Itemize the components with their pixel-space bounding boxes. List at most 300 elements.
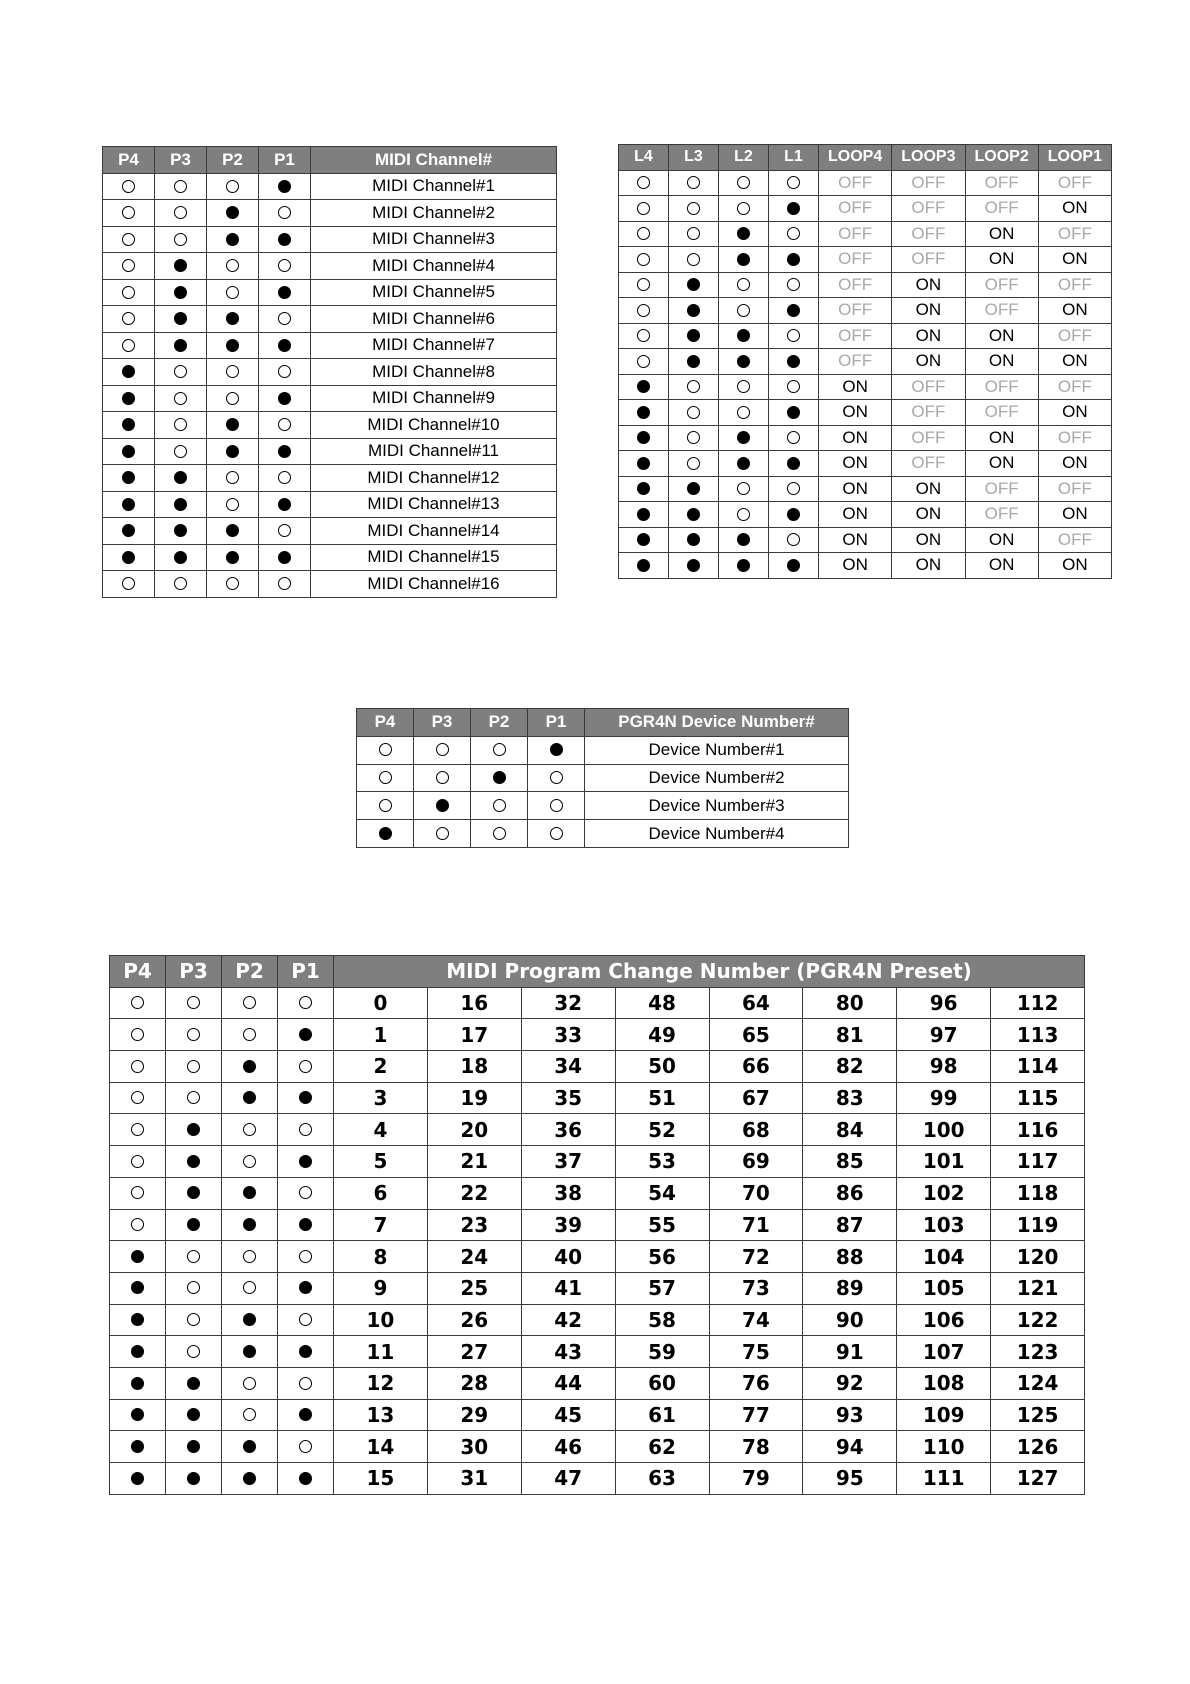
switch-cell bbox=[278, 1051, 334, 1083]
program-number-cell: 87 bbox=[803, 1209, 897, 1241]
loop-state-cell: OFF bbox=[1038, 170, 1111, 196]
switch-cell bbox=[259, 200, 311, 227]
loop-state-cell: ON bbox=[819, 476, 892, 502]
switch-cell bbox=[207, 438, 259, 465]
switch-cell bbox=[103, 253, 155, 280]
switch-off-dot bbox=[299, 996, 312, 1009]
switch-off-dot bbox=[174, 445, 187, 458]
loop-state-cell: ON bbox=[965, 323, 1038, 349]
switch-cell bbox=[619, 349, 669, 375]
switch-cell bbox=[222, 1051, 278, 1083]
switch-cell bbox=[222, 1241, 278, 1273]
program-number-cell: 70 bbox=[709, 1177, 803, 1209]
program-number-cell: 49 bbox=[615, 1019, 709, 1051]
table-row bbox=[619, 476, 1112, 502]
switch-cell bbox=[669, 476, 719, 502]
column-header: LOOP2 bbox=[965, 145, 1038, 171]
switch-off-dot bbox=[299, 1060, 312, 1073]
switch-cell bbox=[278, 1209, 334, 1241]
switch-on-dot bbox=[737, 559, 750, 572]
switch-off-dot bbox=[226, 498, 239, 511]
switch-on-dot bbox=[436, 799, 449, 812]
switch-on-dot bbox=[379, 827, 392, 840]
switch-cell bbox=[259, 491, 311, 518]
table-row bbox=[110, 1367, 1085, 1399]
program-number-cell: 48 bbox=[615, 987, 709, 1019]
switch-cell bbox=[719, 451, 769, 477]
switch-on-dot bbox=[787, 457, 800, 470]
program-number-cell: 86 bbox=[803, 1177, 897, 1209]
switch-cell bbox=[528, 820, 585, 848]
program-number-cell: 0 bbox=[334, 987, 428, 1019]
switch-cell bbox=[110, 1272, 166, 1304]
column-header: P2 bbox=[222, 956, 278, 988]
switch-off-dot bbox=[131, 1028, 144, 1041]
program-number-cell: 28 bbox=[427, 1367, 521, 1399]
switch-on-dot bbox=[243, 1440, 256, 1453]
program-number-cell: 104 bbox=[897, 1241, 991, 1273]
switch-cell bbox=[110, 1146, 166, 1178]
switch-on-dot bbox=[299, 1345, 312, 1358]
switch-off-dot bbox=[226, 180, 239, 193]
switch-off-dot bbox=[379, 771, 392, 784]
switch-cell bbox=[259, 253, 311, 280]
switch-on-dot bbox=[737, 227, 750, 240]
switch-cell bbox=[719, 502, 769, 528]
loop-state-cell: OFF bbox=[819, 298, 892, 324]
switch-cell bbox=[471, 820, 528, 848]
switch-cell bbox=[155, 438, 207, 465]
program-number-cell: 97 bbox=[897, 1019, 991, 1051]
switch-cell bbox=[619, 400, 669, 426]
program-number-cell: 94 bbox=[803, 1431, 897, 1463]
switch-on-dot bbox=[243, 1345, 256, 1358]
switch-on-dot bbox=[187, 1123, 200, 1136]
loop-state-cell: ON bbox=[1038, 502, 1111, 528]
program-number-cell: 72 bbox=[709, 1241, 803, 1273]
program-number-cell: 84 bbox=[803, 1114, 897, 1146]
program-number-cell: 114 bbox=[991, 1051, 1085, 1083]
switch-cell bbox=[619, 425, 669, 451]
switch-on-dot bbox=[187, 1218, 200, 1231]
table-row bbox=[103, 226, 557, 253]
switch-on-dot bbox=[122, 471, 135, 484]
switch-off-dot bbox=[174, 233, 187, 246]
column-header: P1 bbox=[278, 956, 334, 988]
switch-off-dot bbox=[379, 799, 392, 812]
table-row bbox=[619, 425, 1112, 451]
switch-cell bbox=[103, 173, 155, 200]
switch-cell bbox=[719, 170, 769, 196]
switch-on-dot bbox=[299, 1028, 312, 1041]
switch-on-dot bbox=[278, 445, 291, 458]
loop-state-cell: OFF bbox=[1038, 323, 1111, 349]
switch-cell bbox=[719, 298, 769, 324]
switch-cell bbox=[259, 412, 311, 439]
program-number-cell: 21 bbox=[427, 1146, 521, 1178]
column-header: PGR4N Device Number# bbox=[585, 709, 849, 737]
program-number-cell: 57 bbox=[615, 1272, 709, 1304]
program-number-cell: 50 bbox=[615, 1051, 709, 1083]
switch-cell bbox=[669, 170, 719, 196]
program-number-cell: 36 bbox=[521, 1114, 615, 1146]
switch-cell bbox=[669, 527, 719, 553]
table-row bbox=[619, 451, 1112, 477]
switch-off-dot bbox=[187, 996, 200, 1009]
switch-on-dot bbox=[637, 533, 650, 546]
switch-off-dot bbox=[278, 259, 291, 272]
switch-cell bbox=[103, 332, 155, 359]
switch-cell bbox=[769, 374, 819, 400]
table-row bbox=[110, 1431, 1085, 1463]
program-number-cell: 96 bbox=[897, 987, 991, 1019]
switch-off-dot bbox=[787, 176, 800, 189]
switch-cell bbox=[769, 323, 819, 349]
loop-state-cell: ON bbox=[892, 272, 965, 298]
switch-cell bbox=[222, 1463, 278, 1495]
switch-off-dot bbox=[243, 996, 256, 1009]
switch-cell bbox=[155, 385, 207, 412]
table-row bbox=[357, 736, 849, 764]
switch-on-dot bbox=[637, 457, 650, 470]
switch-cell bbox=[103, 412, 155, 439]
column-header: P2 bbox=[471, 709, 528, 737]
switch-off-dot bbox=[787, 431, 800, 444]
loop-state-cell: ON bbox=[892, 349, 965, 375]
table-row bbox=[110, 1114, 1085, 1146]
switch-cell bbox=[719, 374, 769, 400]
switch-cell bbox=[278, 1146, 334, 1178]
switch-cell bbox=[719, 323, 769, 349]
program-number-cell: 53 bbox=[615, 1146, 709, 1178]
switch-cell bbox=[222, 1114, 278, 1146]
switch-cell bbox=[103, 226, 155, 253]
table-row bbox=[103, 491, 557, 518]
switch-off-dot bbox=[687, 227, 700, 240]
switch-off-dot bbox=[243, 1123, 256, 1136]
switch-cell bbox=[222, 987, 278, 1019]
program-number-cell: 43 bbox=[521, 1336, 615, 1368]
switch-cell bbox=[669, 502, 719, 528]
switch-on-dot bbox=[226, 418, 239, 431]
switch-cell bbox=[769, 400, 819, 426]
loop-state-cell: ON bbox=[965, 349, 1038, 375]
switch-cell bbox=[110, 1019, 166, 1051]
switch-cell bbox=[278, 1336, 334, 1368]
switch-on-dot bbox=[187, 1408, 200, 1421]
program-number-cell: 91 bbox=[803, 1336, 897, 1368]
loop-state-cell: OFF bbox=[892, 196, 965, 222]
loop-state-cell: ON bbox=[1038, 196, 1111, 222]
loop-state-cell: ON bbox=[892, 502, 965, 528]
switch-cell bbox=[103, 359, 155, 386]
switch-cell bbox=[278, 1304, 334, 1336]
program-number-cell: 34 bbox=[521, 1051, 615, 1083]
program-number-cell: 61 bbox=[615, 1399, 709, 1431]
table-row bbox=[110, 1463, 1085, 1495]
table-row bbox=[619, 553, 1112, 579]
table-row bbox=[110, 1177, 1085, 1209]
program-number-cell: 119 bbox=[991, 1209, 1085, 1241]
switch-off-dot bbox=[122, 233, 135, 246]
column-header: P2 bbox=[207, 147, 259, 174]
switch-off-dot bbox=[687, 431, 700, 444]
switch-off-dot bbox=[737, 304, 750, 317]
switch-on-dot bbox=[737, 457, 750, 470]
program-number-cell: 67 bbox=[709, 1082, 803, 1114]
loop-state-cell: ON bbox=[1038, 247, 1111, 273]
switch-cell bbox=[471, 792, 528, 820]
table-row bbox=[110, 1019, 1085, 1051]
switch-on-dot bbox=[687, 355, 700, 368]
program-number-cell: 20 bbox=[427, 1114, 521, 1146]
switch-off-dot bbox=[174, 577, 187, 590]
program-number-cell: 54 bbox=[615, 1177, 709, 1209]
switch-on-dot bbox=[243, 1472, 256, 1485]
switch-on-dot bbox=[687, 278, 700, 291]
table-row bbox=[110, 1336, 1085, 1368]
switch-on-dot bbox=[787, 559, 800, 572]
switch-cell bbox=[155, 332, 207, 359]
program-number-cell: 118 bbox=[991, 1177, 1085, 1209]
switch-on-dot bbox=[278, 180, 291, 193]
program-number-cell: 9 bbox=[334, 1272, 428, 1304]
device-number-label: Device Number#1 bbox=[585, 736, 849, 764]
switch-off-dot bbox=[787, 482, 800, 495]
table-row bbox=[357, 792, 849, 820]
table-row bbox=[110, 1304, 1085, 1336]
program-number-cell: 22 bbox=[427, 1177, 521, 1209]
switch-cell bbox=[166, 1209, 222, 1241]
switch-on-dot bbox=[687, 482, 700, 495]
switch-cell bbox=[719, 553, 769, 579]
switch-off-dot bbox=[737, 278, 750, 291]
program-number-cell: 5 bbox=[334, 1146, 428, 1178]
switch-off-dot bbox=[687, 176, 700, 189]
program-change-table bbox=[109, 955, 1085, 1495]
switch-cell bbox=[166, 1082, 222, 1114]
header-row bbox=[110, 956, 1085, 988]
switch-off-dot bbox=[637, 329, 650, 342]
switch-off-dot bbox=[243, 1250, 256, 1263]
program-number-cell: 108 bbox=[897, 1367, 991, 1399]
loop-state-cell: ON bbox=[892, 553, 965, 579]
switch-cell bbox=[103, 544, 155, 571]
switch-cell bbox=[769, 196, 819, 222]
switch-on-dot bbox=[299, 1155, 312, 1168]
switch-cell bbox=[207, 332, 259, 359]
column-header: P1 bbox=[528, 709, 585, 737]
switch-cell bbox=[278, 1082, 334, 1114]
column-header: P4 bbox=[103, 147, 155, 174]
table-row bbox=[357, 764, 849, 792]
loop-state-cell: OFF bbox=[965, 170, 1038, 196]
switch-off-dot bbox=[131, 1060, 144, 1073]
program-number-cell: 92 bbox=[803, 1367, 897, 1399]
switch-cell bbox=[155, 412, 207, 439]
switch-cell bbox=[110, 1399, 166, 1431]
program-number-cell: 30 bbox=[427, 1431, 521, 1463]
loop-state-cell: OFF bbox=[892, 425, 965, 451]
switch-on-dot bbox=[787, 304, 800, 317]
loop-state-cell: OFF bbox=[1038, 374, 1111, 400]
switch-cell bbox=[619, 170, 669, 196]
switch-on-dot bbox=[299, 1218, 312, 1231]
program-number-cell: 18 bbox=[427, 1051, 521, 1083]
switch-cell bbox=[669, 298, 719, 324]
switch-on-dot bbox=[226, 233, 239, 246]
switch-off-dot bbox=[493, 799, 506, 812]
switch-on-dot bbox=[637, 482, 650, 495]
switch-off-dot bbox=[122, 180, 135, 193]
loop-state-cell: OFF bbox=[892, 221, 965, 247]
midi-channel-label: MIDI Channel#3 bbox=[311, 226, 557, 253]
loop-state-cell: OFF bbox=[892, 170, 965, 196]
program-number-cell: 62 bbox=[615, 1431, 709, 1463]
switch-cell bbox=[669, 451, 719, 477]
switch-off-dot bbox=[278, 206, 291, 219]
switch-cell bbox=[110, 1051, 166, 1083]
switch-cell bbox=[414, 736, 471, 764]
switch-cell bbox=[259, 438, 311, 465]
switch-off-dot bbox=[226, 577, 239, 590]
loop-state-cell: OFF bbox=[965, 374, 1038, 400]
switch-cell bbox=[155, 306, 207, 333]
switch-cell bbox=[619, 527, 669, 553]
program-number-cell: 66 bbox=[709, 1051, 803, 1083]
midi-channel-label: MIDI Channel#13 bbox=[311, 491, 557, 518]
program-number-cell: 69 bbox=[709, 1146, 803, 1178]
switch-off-dot bbox=[174, 180, 187, 193]
switch-off-dot bbox=[687, 380, 700, 393]
column-header: LOOP3 bbox=[892, 145, 965, 171]
switch-off-dot bbox=[299, 1377, 312, 1390]
switch-cell bbox=[222, 1209, 278, 1241]
device-number-table bbox=[356, 708, 849, 848]
switch-off-dot bbox=[436, 771, 449, 784]
header-row bbox=[103, 147, 557, 174]
switch-cell bbox=[278, 1177, 334, 1209]
switch-cell bbox=[769, 527, 819, 553]
switch-on-dot bbox=[174, 498, 187, 511]
switch-on-dot bbox=[131, 1313, 144, 1326]
switch-cell bbox=[669, 400, 719, 426]
table-row bbox=[619, 374, 1112, 400]
program-number-cell: 106 bbox=[897, 1304, 991, 1336]
switch-cell bbox=[278, 1114, 334, 1146]
switch-cell bbox=[414, 792, 471, 820]
switch-off-dot bbox=[187, 1060, 200, 1073]
switch-cell bbox=[103, 279, 155, 306]
switch-cell bbox=[155, 279, 207, 306]
program-number-cell: 46 bbox=[521, 1431, 615, 1463]
midi-channel-label: MIDI Channel#1 bbox=[311, 173, 557, 200]
switch-on-dot bbox=[278, 392, 291, 405]
switch-cell bbox=[207, 200, 259, 227]
switch-cell bbox=[769, 476, 819, 502]
table-row bbox=[619, 221, 1112, 247]
switch-on-dot bbox=[131, 1408, 144, 1421]
switch-off-dot bbox=[122, 206, 135, 219]
switch-cell bbox=[719, 476, 769, 502]
switch-cell bbox=[669, 553, 719, 579]
switch-off-dot bbox=[687, 202, 700, 215]
switch-off-dot bbox=[131, 1186, 144, 1199]
switch-on-dot bbox=[787, 202, 800, 215]
switch-off-dot bbox=[243, 1281, 256, 1294]
switch-cell bbox=[166, 1272, 222, 1304]
switch-cell bbox=[166, 1304, 222, 1336]
switch-on-dot bbox=[243, 1313, 256, 1326]
switch-cell bbox=[110, 987, 166, 1019]
program-number-cell: 125 bbox=[991, 1399, 1085, 1431]
switch-off-dot bbox=[187, 1250, 200, 1263]
program-number-cell: 126 bbox=[991, 1431, 1085, 1463]
program-number-cell: 55 bbox=[615, 1209, 709, 1241]
loop-state-cell: OFF bbox=[965, 476, 1038, 502]
switch-on-dot bbox=[174, 259, 187, 272]
switch-on-dot bbox=[122, 551, 135, 564]
midi-channel-label: MIDI Channel#7 bbox=[311, 332, 557, 359]
switch-cell bbox=[155, 465, 207, 492]
switch-cell bbox=[166, 987, 222, 1019]
device-number-label: Device Number#2 bbox=[585, 764, 849, 792]
program-number-cell: 100 bbox=[897, 1114, 991, 1146]
program-number-cell: 74 bbox=[709, 1304, 803, 1336]
table-row bbox=[103, 385, 557, 412]
loop-state-cell: ON bbox=[892, 323, 965, 349]
switch-cell bbox=[222, 1336, 278, 1368]
switch-on-dot bbox=[174, 339, 187, 352]
switch-cell bbox=[207, 359, 259, 386]
switch-cell bbox=[166, 1367, 222, 1399]
switch-cell bbox=[471, 736, 528, 764]
column-header: P4 bbox=[357, 709, 414, 737]
switch-on-dot bbox=[737, 533, 750, 546]
switch-off-dot bbox=[226, 471, 239, 484]
program-number-cell: 75 bbox=[709, 1336, 803, 1368]
switch-cell bbox=[278, 1241, 334, 1273]
switch-cell bbox=[110, 1241, 166, 1273]
switch-cell bbox=[769, 451, 819, 477]
switch-cell bbox=[669, 374, 719, 400]
switch-off-dot bbox=[122, 577, 135, 590]
switch-on-dot bbox=[243, 1060, 256, 1073]
switch-cell bbox=[719, 247, 769, 273]
program-number-cell: 68 bbox=[709, 1114, 803, 1146]
switch-off-dot bbox=[787, 380, 800, 393]
switch-cell bbox=[769, 221, 819, 247]
switch-cell bbox=[103, 491, 155, 518]
table-row bbox=[619, 196, 1112, 222]
program-number-cell: 16 bbox=[427, 987, 521, 1019]
switch-on-dot bbox=[122, 524, 135, 537]
switch-off-dot bbox=[122, 286, 135, 299]
program-number-cell: 17 bbox=[427, 1019, 521, 1051]
program-number-cell: 76 bbox=[709, 1367, 803, 1399]
loop-state-cell: ON bbox=[819, 527, 892, 553]
switch-cell bbox=[222, 1367, 278, 1399]
table-row bbox=[103, 438, 557, 465]
switch-cell bbox=[357, 764, 414, 792]
program-number-cell: 64 bbox=[709, 987, 803, 1019]
program-number-cell: 90 bbox=[803, 1304, 897, 1336]
loop-state-cell: OFF bbox=[965, 400, 1038, 426]
switch-off-dot bbox=[243, 1377, 256, 1390]
switch-on-dot bbox=[122, 498, 135, 511]
switch-on-dot bbox=[299, 1281, 312, 1294]
switch-off-dot bbox=[637, 278, 650, 291]
